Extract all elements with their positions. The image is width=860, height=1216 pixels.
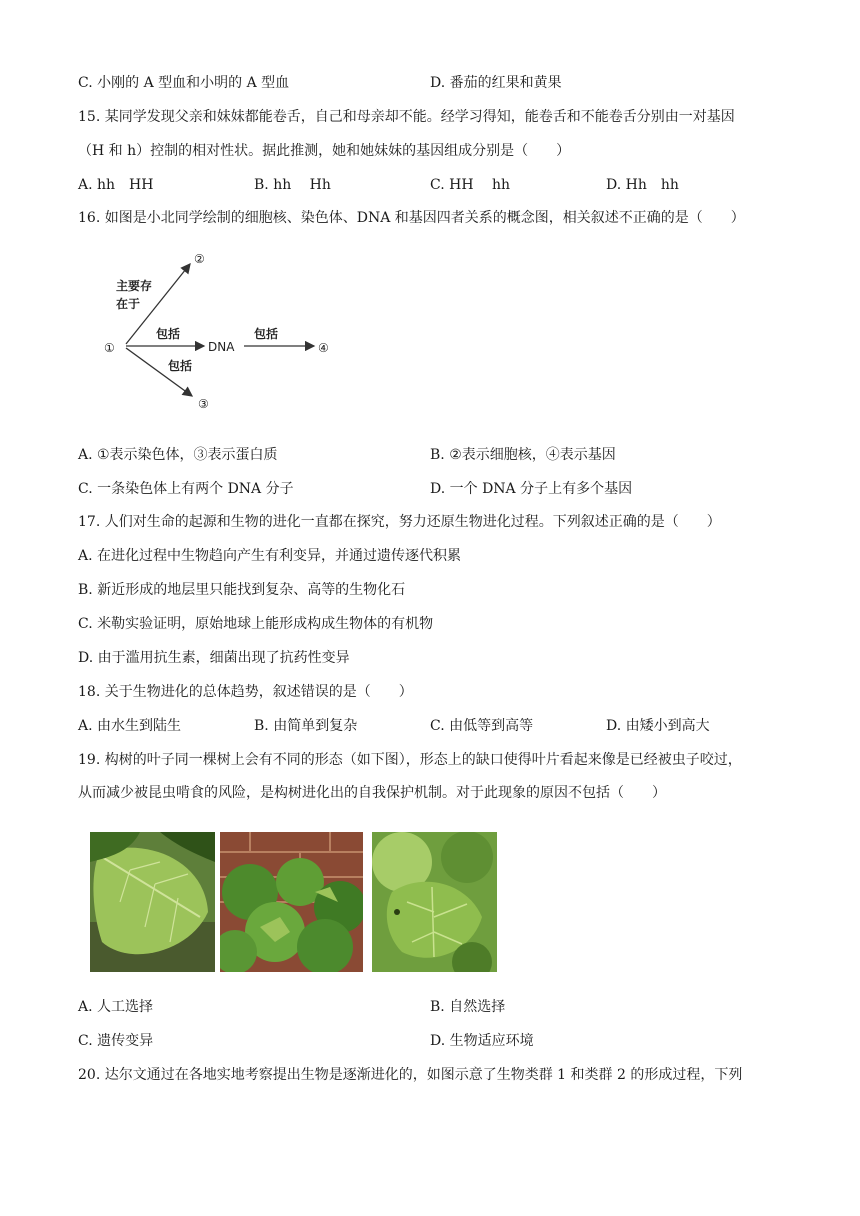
label-main-line2: 在于 [116, 297, 141, 311]
q18-option-c[interactable]: C. 由低等到高等 [430, 718, 534, 734]
q18-option-b[interactable]: B. 由简单到复杂 [254, 718, 358, 734]
label-include-2: 包括 [254, 327, 279, 341]
q16-option-c[interactable]: C. 一条染色体上有两个 DNA 分子 [78, 481, 294, 497]
q20-stem-line1: 20. 达尔文通过在各地实地考察提出生物是逐渐进化的，如图示意了生物类群 1 和类群 2 的形成过程，下列 [78, 1067, 743, 1083]
q16-stem: 16. 如图是小北同学绘制的细胞核、染色体、DNA 和基因四者关系的概念图，相关叙述不正确的是（ ） [78, 210, 745, 226]
q18-stem: 18. 关于生物进化的总体趋势，叙述错误的是（ ） [78, 684, 413, 700]
q17-stem: 17. 人们对生命的起源和生物的进化一直都在探究，努力还原生物进化过程。下列叙述正确的是（ ） [78, 514, 721, 530]
q17-option-a[interactable]: A. 在进化过程中生物趋向产生有利变异，并通过遗传逐代积累 [78, 548, 462, 564]
q16-option-a[interactable]: A. ①表示染色体，③表示蛋白质 [78, 447, 278, 463]
q19-option-a[interactable]: A. 人工选择 [78, 999, 154, 1015]
q16-option-d[interactable]: D. 一个 DNA 分子上有多个基因 [430, 481, 633, 497]
q15-option-a[interactable]: A. hh HH [78, 177, 154, 193]
q18-option-d[interactable]: D. 由矮小到高大 [606, 718, 710, 734]
leaf-photo-2 [220, 832, 363, 972]
leaf-photo-1 [90, 832, 215, 972]
q15-stem-line2: （H 和 h）控制的相对性状。据此推测，她和她妹妹的基因组成分别是（ ） [78, 143, 571, 159]
q15-option-b[interactable]: B. hh Hh [254, 177, 331, 193]
q15-option-c[interactable]: C. HH hh [430, 177, 511, 193]
label-include-1: 包括 [156, 327, 181, 341]
q19-option-c[interactable]: C. 遗传变异 [78, 1033, 154, 1049]
q14-option-d[interactable]: D. 番茄的红果和黄果 [430, 75, 562, 91]
q19-stem-line1: 19. 构树的叶子同一棵树上会有不同的形态（如下图），形态上的缺口使得叶片看起来像是已经被虫子咬过， [78, 752, 742, 768]
node-2: ② [194, 252, 205, 266]
node-1: ① [104, 341, 115, 355]
node-3: ③ [198, 397, 209, 411]
q15-option-d[interactable]: D. Hh hh [606, 177, 679, 193]
label-include-3: 包括 [168, 359, 193, 373]
q15-stem-line1: 15. 某同学发现父亲和妹妹都能卷舌，自己和母亲却不能。经学习得知，能卷舌和不能卷舌分别由一对基因 [78, 109, 735, 125]
q17-option-b[interactable]: B. 新近形成的地层里只能找到复杂、高等的生物化石 [78, 582, 406, 598]
q18-option-a[interactable]: A. 由水生到陆生 [78, 718, 182, 734]
label-main-line1: 主要存 [116, 279, 153, 293]
q14-option-c[interactable]: C. 小刚的 A 型血和小明的 A 型血 [78, 75, 290, 91]
q19-option-b[interactable]: B. 自然选择 [430, 999, 506, 1015]
q17-option-c[interactable]: C. 米勒实验证明，原始地球上能形成构成生物体的有机物 [78, 616, 434, 632]
leaf-photo-3 [372, 832, 497, 972]
node-4: ④ [318, 341, 329, 355]
node-dna: DNA [208, 340, 235, 354]
q16-option-b[interactable]: B. ②表示细胞核，④表示基因 [430, 447, 616, 463]
q19-stem-line2: 从而减少被昆虫啃食的风险，是构树进化出的自我保护机制。对于此现象的原因不包括（ ） [78, 785, 666, 801]
concept-diagram [96, 238, 356, 418]
q19-option-d[interactable]: D. 生物适应环境 [430, 1033, 534, 1049]
q17-option-d[interactable]: D. 由于滥用抗生素，细菌出现了抗药性变异 [78, 650, 350, 666]
